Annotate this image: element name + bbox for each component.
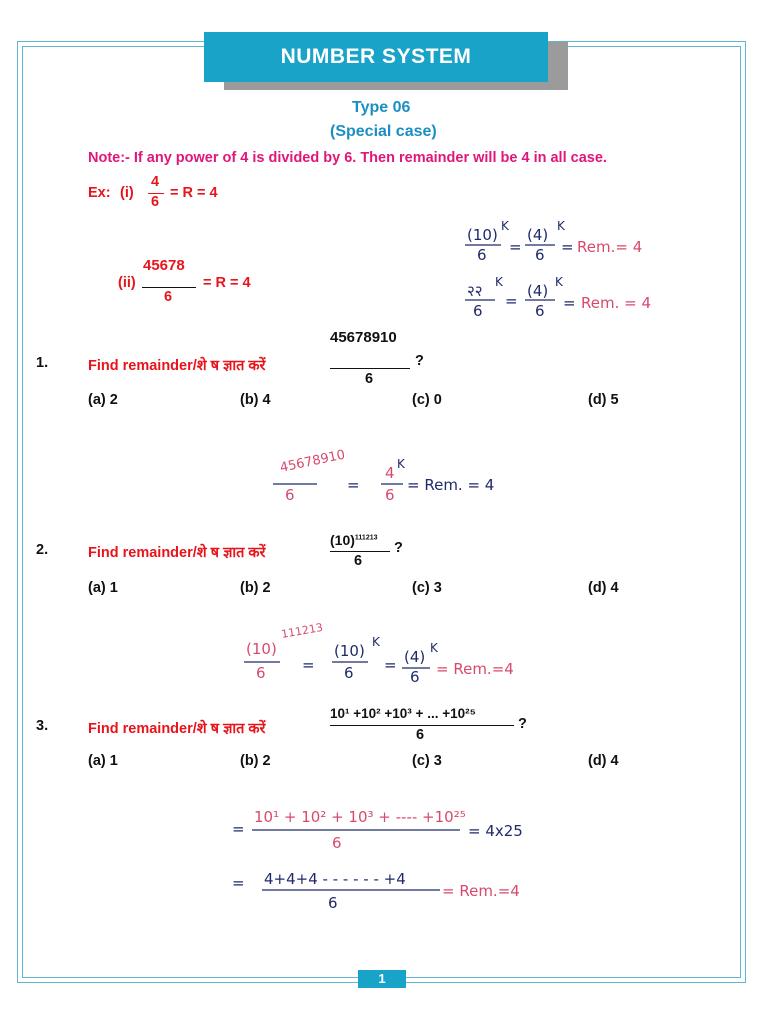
q3-option-b[interactable]: (b) 2 [240,753,271,769]
q3-sol-line2-num: 4+4+4 - - - - - - +4 [264,870,406,888]
q3-sol-line2-den: 6 [328,894,338,912]
q3-handwritten-solution [228,796,558,916]
hw1-den1: 6 [477,246,487,264]
q2-sol-eq2: = [384,656,397,674]
type-heading: Type 06 [352,99,411,116]
page-title: NUMBER SYSTEM [204,32,548,82]
q1-option-b[interactable]: (b) 4 [240,392,271,408]
hw1-rem: Rem.= 4 [577,238,643,256]
q2-sol-lhs-exp: 111213 [280,620,324,641]
q1-sol-lhs-den: 6 [285,486,295,504]
q3-sol-line2-rem: = Rem.=4 [442,882,520,900]
q3-option-c[interactable]: (c) 3 [412,753,442,769]
page-number: 1 [358,970,406,988]
q1-sol-lhs-num: 45678910 [278,447,347,476]
q2-prompt: Find remainder/शे ष ज्ञात करें [88,545,266,561]
q3-question-mark: ? [518,716,527,732]
q1-sol-eq: = [347,476,360,494]
q2-fraction-bar [330,551,390,552]
q2-numerator-exp: 111213 [354,534,378,542]
q2-sol-mid-num: (10) [334,642,365,660]
q2-sol-rem: = Rem.=4 [436,660,514,678]
q2-option-c[interactable]: (c) 3 [412,580,442,596]
q3-sol-line2-eq: = [232,874,245,892]
q2-sol-r-num: (4) [404,648,426,666]
q3-sol-line1-den: 6 [332,834,342,852]
q1-fraction-bar [330,368,410,369]
q1-handwritten-solution [265,428,525,508]
q3-fraction-bar [330,725,514,726]
q1-sol-mid-num: 4 [385,464,395,482]
example-ii-result: = R = 4 [203,275,251,291]
q3-denominator: 6 [416,727,425,743]
hw2-den1: 6 [473,302,483,320]
q2-numerator [330,532,378,548]
q2-option-d[interactable]: (d) 4 [588,580,619,596]
example-i-result: = R = 4 [170,185,218,201]
subheading: (Special case) [330,123,437,140]
q2-numerator-base: (10) [330,532,355,548]
q3-option-d[interactable]: (d) 4 [588,753,619,769]
example-i-denominator: 6 [151,194,160,210]
q2-sol-mid-den: 6 [344,664,354,682]
q1-option-a[interactable]: (a) 2 [88,392,118,408]
example-i-numerator: 4 [151,174,160,190]
hw2-eq2: = [563,294,576,312]
hw2-exp2: K [555,275,563,289]
q1-sol-mid-den: 6 [385,486,395,504]
q1-question-mark: ? [415,353,424,369]
hw1-eq: = [509,238,522,256]
hw1-exp2: K [557,219,565,233]
q2-denominator: 6 [354,553,363,569]
handwritten-example-work [455,218,675,328]
example-ii-numerator [143,257,185,274]
example-ii-denominator: 6 [164,289,173,305]
q2-sol-r-exp: K [430,641,438,655]
q1-option-d[interactable]: (d) 5 [588,392,619,408]
q2-sol-r-den: 6 [410,668,420,686]
q2-sol-lhs-den: 6 [256,664,266,682]
q3-sol-line1-eq: = [232,820,245,838]
hw2-rem: Rem. = 4 [581,294,652,312]
q1-sol-rem: = Rem. = 4 [407,476,495,494]
q3-number: 3. [36,718,49,734]
q1-option-c[interactable]: (c) 0 [412,392,442,408]
hw2-num2: (4) [527,282,549,300]
hw2-exp1: K [495,275,503,289]
hw2-num1: २२ [467,282,483,300]
q1-prompt: Find remainder/शे ष ज्ञात करें [88,358,266,374]
q2-question-mark: ? [394,540,403,556]
q2-option-b[interactable]: (b) 2 [240,580,271,596]
example-ii-label: (ii) [118,275,136,291]
q3-sol-line1-num: 10¹ + 10² + 10³ + ---- +10²⁵ [254,808,466,826]
q3-option-a[interactable]: (a) 1 [88,753,118,769]
q2-sol-lhs-num: (10) [246,640,277,658]
hw1-num1: (10) [467,226,498,244]
hw2-eq: = [505,292,518,310]
q3-sol-line1-result: = 4x25 [468,822,523,840]
hw1-exp1: K [501,219,509,233]
q3-prompt: Find remainder/शे ष ज्ञात करें [88,721,266,737]
q2-sol-eq: = [302,656,315,674]
q1-sol-mid-exp: K [397,457,405,471]
hw1-den2: 6 [535,246,545,264]
q1-number: 1. [36,355,49,371]
example-ii-numerator-text: 45678 [143,257,185,274]
example-i-label: (i) [120,185,134,201]
q1-numerator: 45678910 [330,329,397,346]
q2-option-a[interactable]: (a) 1 [88,580,118,596]
q2-number: 2. [36,542,49,558]
note-text: Note:- If any power of 4 is divided by 6. Then remainder will be 4 in all case. [88,150,607,166]
hw1-num2: (4) [527,226,549,244]
hw1-eq2: = [561,238,574,256]
q2-handwritten-solution [238,612,538,692]
q1-denominator: 6 [365,371,374,387]
example-label: Ex: [88,185,111,201]
q3-numerator: 10¹ +10² +10³ + ... +10²⁵ [330,706,476,721]
q2-sol-mid-exp: K [372,635,380,649]
hw2-den2: 6 [535,302,545,320]
example-ii-fraction-bar [142,287,196,288]
